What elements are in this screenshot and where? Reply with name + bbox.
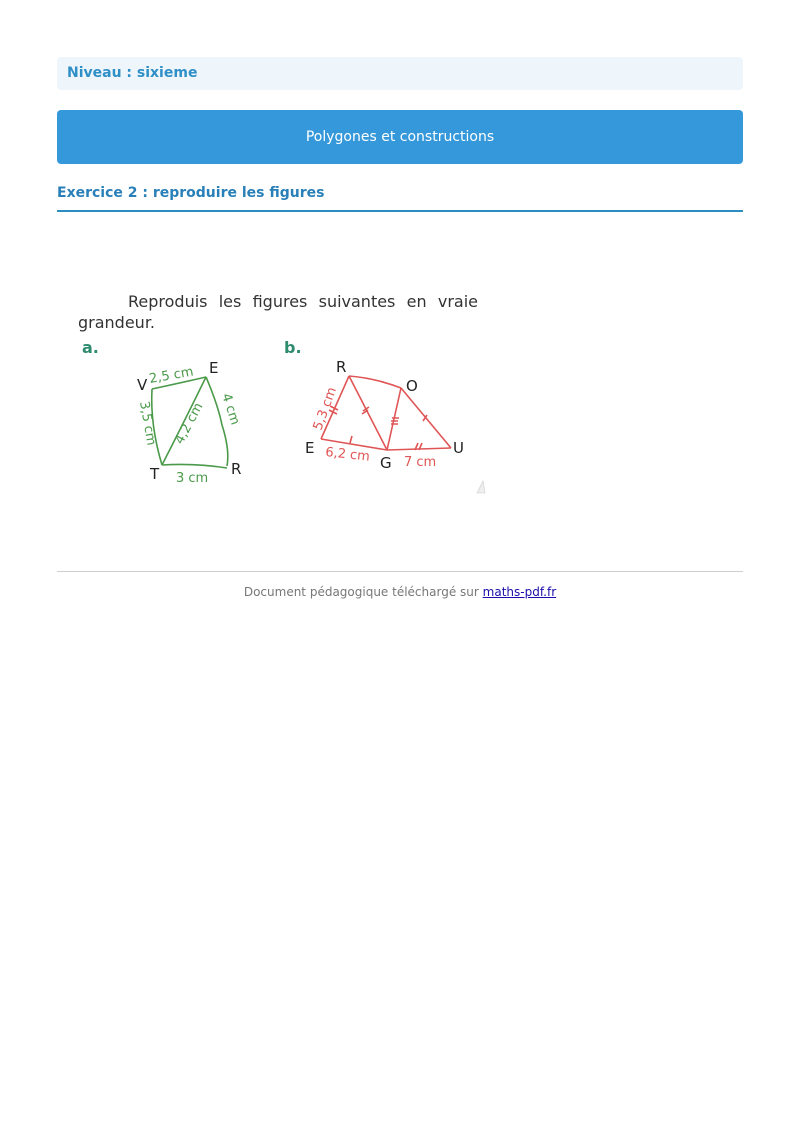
vertex-r: R xyxy=(231,460,242,478)
measure-eg: 6,2 cm xyxy=(324,445,371,465)
page-title: Polygones et constructions xyxy=(57,110,743,164)
measure-vt: 3,5 cm xyxy=(136,400,159,447)
measure-gu: 7 cm xyxy=(404,455,437,470)
measure-ve: 2,5 cm xyxy=(148,364,195,387)
figure-a-label: a. xyxy=(82,338,99,357)
side-er xyxy=(206,377,228,466)
vertex-v: V xyxy=(137,376,148,394)
exercise-figure xyxy=(70,285,490,500)
measure-tr: 3 cm xyxy=(176,471,209,486)
instruction-text: Reproduis les figures suivantes en vraie grandeur. xyxy=(78,292,478,332)
scan-artifact xyxy=(477,481,485,493)
geometry-figures xyxy=(70,285,490,500)
vertex-r-b: R xyxy=(336,358,347,376)
footer-text: Document pédagogique téléchargé sur xyxy=(243,585,479,599)
measure-er: 4 cm xyxy=(218,391,243,427)
footer-divider xyxy=(57,571,743,572)
measure-te: 4,2 cm xyxy=(172,400,207,447)
vertex-g: G xyxy=(380,454,392,472)
vertex-u: U xyxy=(453,439,464,457)
footer xyxy=(57,585,743,599)
side-ro xyxy=(349,376,401,388)
segment-rg xyxy=(349,376,387,450)
level-badge: Niveau : sixieme xyxy=(57,57,743,90)
vertex-t: T xyxy=(150,465,160,483)
figure-b-label: b. xyxy=(284,338,302,357)
side-tr xyxy=(162,464,227,468)
figure-b xyxy=(321,376,451,450)
vertex-e-b: E xyxy=(305,439,315,457)
exercise-title: Exercice 2 : reproduire les figures xyxy=(57,185,743,212)
vertex-o: O xyxy=(406,377,418,395)
footer-link[interactable]: maths-pdf.fr xyxy=(482,585,557,599)
segment-og xyxy=(387,388,401,450)
side-ou xyxy=(401,388,451,448)
measure-re: 5,3 cm xyxy=(310,385,341,433)
vertex-e: E xyxy=(209,359,219,377)
